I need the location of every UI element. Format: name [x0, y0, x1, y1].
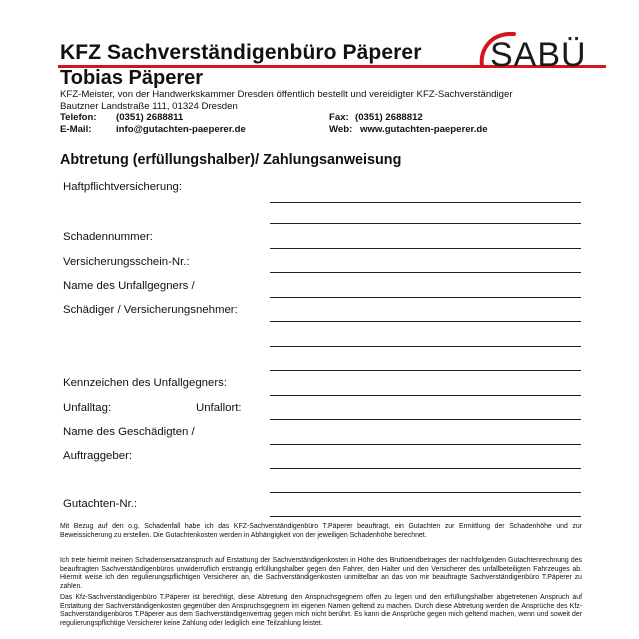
- paragraph-assignment: Ich trete hiermit meinen Schadensersatzanspruch auf Erstattung der Sachverständigenkosten in Höhe des Bruttoendbetrages der nachfolgenden Gutachtenrechnung des beauftragten Sachverständigenbüros unwiderruflich erstrangig erfüllungshalber gegen den Fahrer, den Halter und den Versicherer des unfallbeteiligten Fahrzeuges ab. Hiermit weise ich den regulierungspflichtigen Versicherer an, die Sachverständigenkosten unmittelbar an das von mir beauftragte Sachverständigenbüro T.Päperer zu zahlen.: [60, 557, 582, 590]
- label-injured-name: Name des Geschädigten /: [63, 426, 195, 438]
- input-line-plate[interactable]: [270, 395, 581, 396]
- phone-label: Telefon:: [60, 112, 97, 123]
- form-heading: Abtretung (erfüllungshalber)/ Zahlungsanweisung: [60, 152, 402, 168]
- input-line-opponent-4[interactable]: [270, 370, 581, 371]
- label-policy-number: Versicherungsschein-Nr.:: [63, 256, 190, 268]
- sabu-logo: [478, 30, 606, 70]
- address-text: Bautzner Landstraße 111, 01324 Dresden: [60, 101, 238, 112]
- owner-name: Tobias Päperer: [60, 67, 204, 89]
- qualification-text: KFZ-Meister, von der Handwerkskammer Dresden öffentlich bestellt und vereidigter KFZ-Sachverständiger: [60, 89, 513, 100]
- paragraph-commission: Mit Bezug auf den o.g. Schadenfall habe ich das KFZ-Sachverständigenbüro T.Päperer beauftragt, ein Gutachten zur Ermittlung der Schadenhöhe und zur Beweissicherung zu erstellen. Die Gutachtenkosten werden in Abhängigkeit von der jeweiligen Schadenhöhe berechnet.: [60, 523, 582, 539]
- input-line-opponent-3[interactable]: [270, 346, 581, 347]
- input-line-opponent-2[interactable]: [270, 321, 581, 322]
- input-line-insurance-1[interactable]: [270, 202, 581, 203]
- company-title: KFZ Sachverständigenbüro Päperer: [60, 41, 422, 64]
- input-line-injured-3[interactable]: [270, 492, 581, 493]
- email-label: E-Mail:: [60, 124, 92, 135]
- input-line-opponent-1[interactable]: [270, 297, 581, 298]
- label-claim-number: Schadennummer:: [63, 231, 153, 243]
- label-report-number: Gutachten-Nr.:: [63, 498, 138, 510]
- input-line-injured-2[interactable]: [270, 468, 581, 469]
- fax-value: (0351) 2688812: [355, 112, 423, 123]
- label-tortfeasor: Schädiger / Versicherungsnehmer:: [63, 304, 238, 316]
- input-line-report-number[interactable]: [270, 516, 581, 517]
- paragraph-rights: Das Kfz-Sachverständigenbüro T.Päperer ist berechtigt, diese Abtretung den Anspruchsgegnern offen zu legen und den erfüllungshalber abgetretenen Anspruch auf Erstattung der Sachverständigenkosten gegenüber den Anspruchsgegnern im eigenen Namen geltend zu machen. Durch diese Abtretung werden die Ansprüche des Kfz-Sachverständigenbüros T.Päperer aus dem Sachverständigenvertrag gegen mich nicht berührt. Es kann die Ansprüche gegen mich geltend machen, wenn und soweit der regulierungspflichtige Versicherer keine Zahlung oder lediglich eine Teilzahlung leistet.: [60, 594, 582, 627]
- fax-label: Fax:: [329, 112, 349, 123]
- label-accident-place: Unfallort:: [196, 402, 242, 414]
- label-client: Auftraggeber:: [63, 450, 133, 462]
- input-line-insurance-2[interactable]: [270, 223, 581, 224]
- label-insurance: Haftpflichtversicherung:: [63, 181, 183, 193]
- label-opponent-name: Name des Unfallgegners /: [63, 280, 195, 292]
- logo-text: SABÜ: [490, 36, 587, 70]
- phone-value: (0351) 2688811: [116, 112, 184, 123]
- web-link[interactable]: www.gutachten-paeperer.de: [360, 124, 488, 135]
- label-plate: Kennzeichen des Unfallgegners:: [63, 377, 228, 389]
- input-line-policy-number[interactable]: [270, 272, 581, 273]
- email-link[interactable]: info@gutachten-paeperer.de: [116, 124, 246, 135]
- label-accident-date: Unfalltag:: [63, 402, 112, 414]
- web-label: Web:: [329, 124, 353, 135]
- input-line-claim-number[interactable]: [270, 248, 581, 249]
- input-line-accident[interactable]: [270, 419, 581, 420]
- input-line-injured-1[interactable]: [270, 444, 581, 445]
